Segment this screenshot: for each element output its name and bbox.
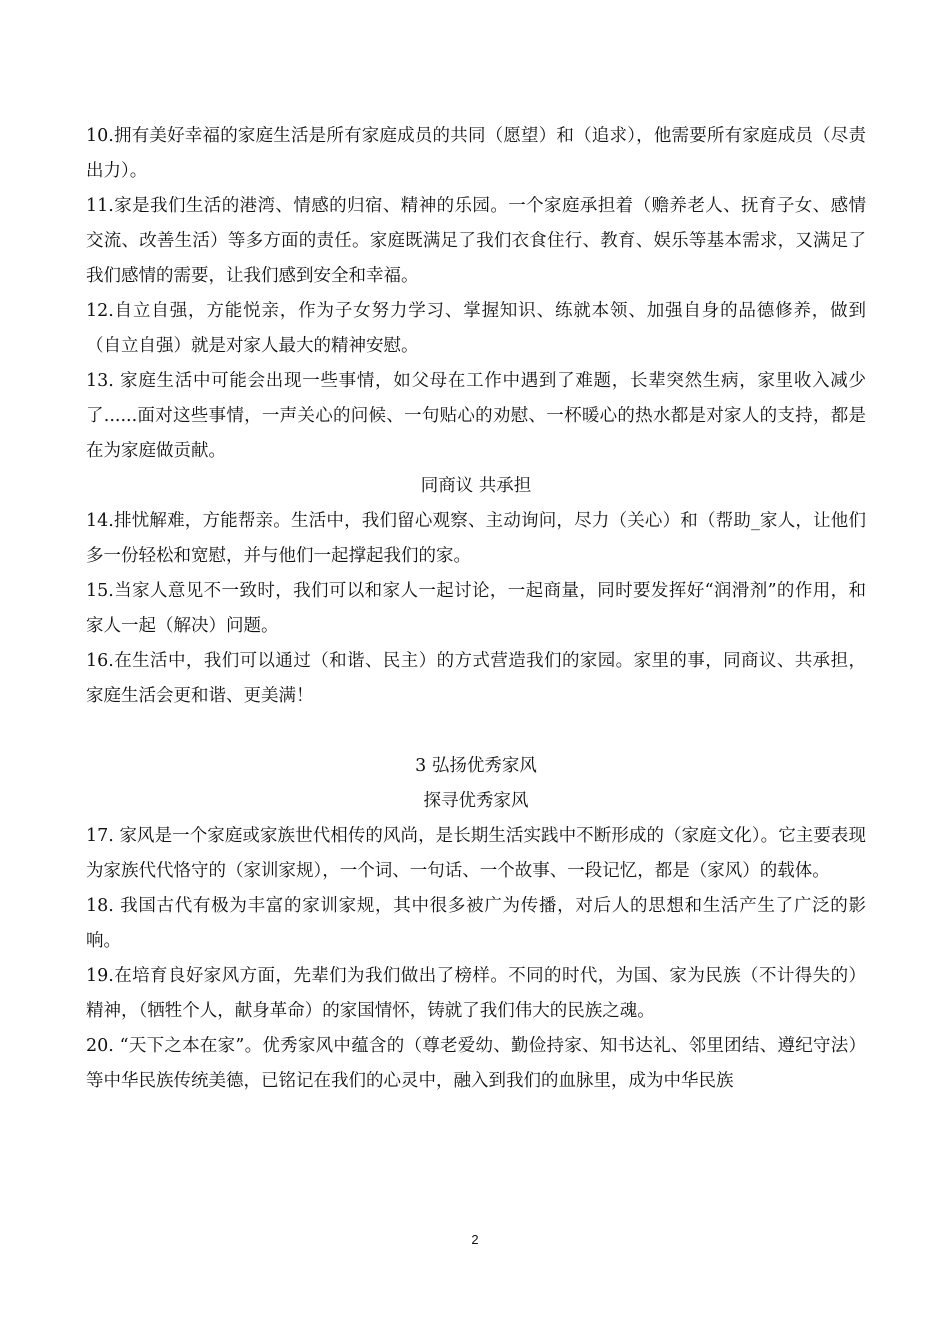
chapter-heading: 3 弘扬优秀家风	[415, 756, 537, 776]
paragraph-12: 12.自立自强，方能悦亲，作为子女努力学习、掌握知识、练就本领、加强自身的品德修养，做到（自立自强）就是对家人最大的精神安慰。	[86, 301, 866, 356]
blank-line	[86, 714, 866, 749]
section-heading-family-tradition: 探寻优秀家风	[423, 791, 529, 811]
paragraph-10: 10.拥有美好幸福的家庭生活是所有家庭成员的共同（愿望）和（追求），他需要所有家庭成员（尽责出力）。	[86, 126, 866, 181]
paragraph-16: 16.在生活中，我们可以通过（和谐、民主）的方式营造我们的家园。家里的事，同商议、共承担，家庭生活会更和谐、更美满！	[86, 651, 866, 706]
paragraph-20: 20. “天下之本在家”。优秀家风中蕴含的（尊老爱幼、勤俭持家、知书达礼、邻里团结、遵纪守法）等中华民族传统美德，已铭记在我们的心灵中，融入到我们的血脉里，成为中华民族	[86, 1036, 866, 1091]
paragraph-19: 19.在培育良好家风方面，先辈们为我们做出了榜样。不同的时代，为国、家为民族（不计得失的）精神，（牺牲个人，献身革命）的家国情怀，铸就了我们伟大的民族之魂。	[86, 966, 866, 1021]
section-heading-shared-responsibility: 同商议 共承担	[420, 476, 532, 496]
paragraph-13: 13. 家庭生活中可能会出现一些事情，如父母在工作中遇到了难题，长辈突然生病，家里收入减少了......面对这些事情，一声关心的问候、一句贴心的劝慰、一杯暖心的热水都是对家人的支持，都是在为家庭做贡献。	[86, 371, 866, 461]
paragraph-14: 14.排忧解难，方能帮亲。生活中，我们留心观察、主动询问，尽力（关心）和（帮助_家人，让他们多一份轻松和宽慰，并与他们一起撑起我们的家。	[86, 511, 866, 566]
paragraph-11: 11.家是我们生活的港湾、情感的归宿、精神的乐园。一个家庭承担着（赡养老人、抚育子女、感情交流、改善生活）等多方面的责任。家庭既满足了我们衣食住行、教育、娱乐等基本需求，又满足了我们感情的需要，让我们感到安全和幸福。	[86, 196, 866, 286]
page-number: 2	[471, 1232, 479, 1247]
paragraph-18: 18. 我国古代有极为丰富的家训家规，其中很多被广为传播，对后人的思想和生活产生了广泛的影响。	[86, 896, 866, 951]
paragraph-15: 15.当家人意见不一致时，我们可以和家人一起讨论，一起商量，同时要发挥好“润滑剂”的作用，和家人一起（解决）问题。	[86, 581, 866, 636]
paragraph-17: 17. 家风是一个家庭或家族世代相传的风尚，是长期生活实践中不断形成的（家庭文化）。它主要表现为家族代代恪守的（家训家规），一个词、一句话、一个故事、一段记忆，都是（家风）的载体。	[86, 826, 866, 881]
page-content	[86, 119, 866, 1099]
